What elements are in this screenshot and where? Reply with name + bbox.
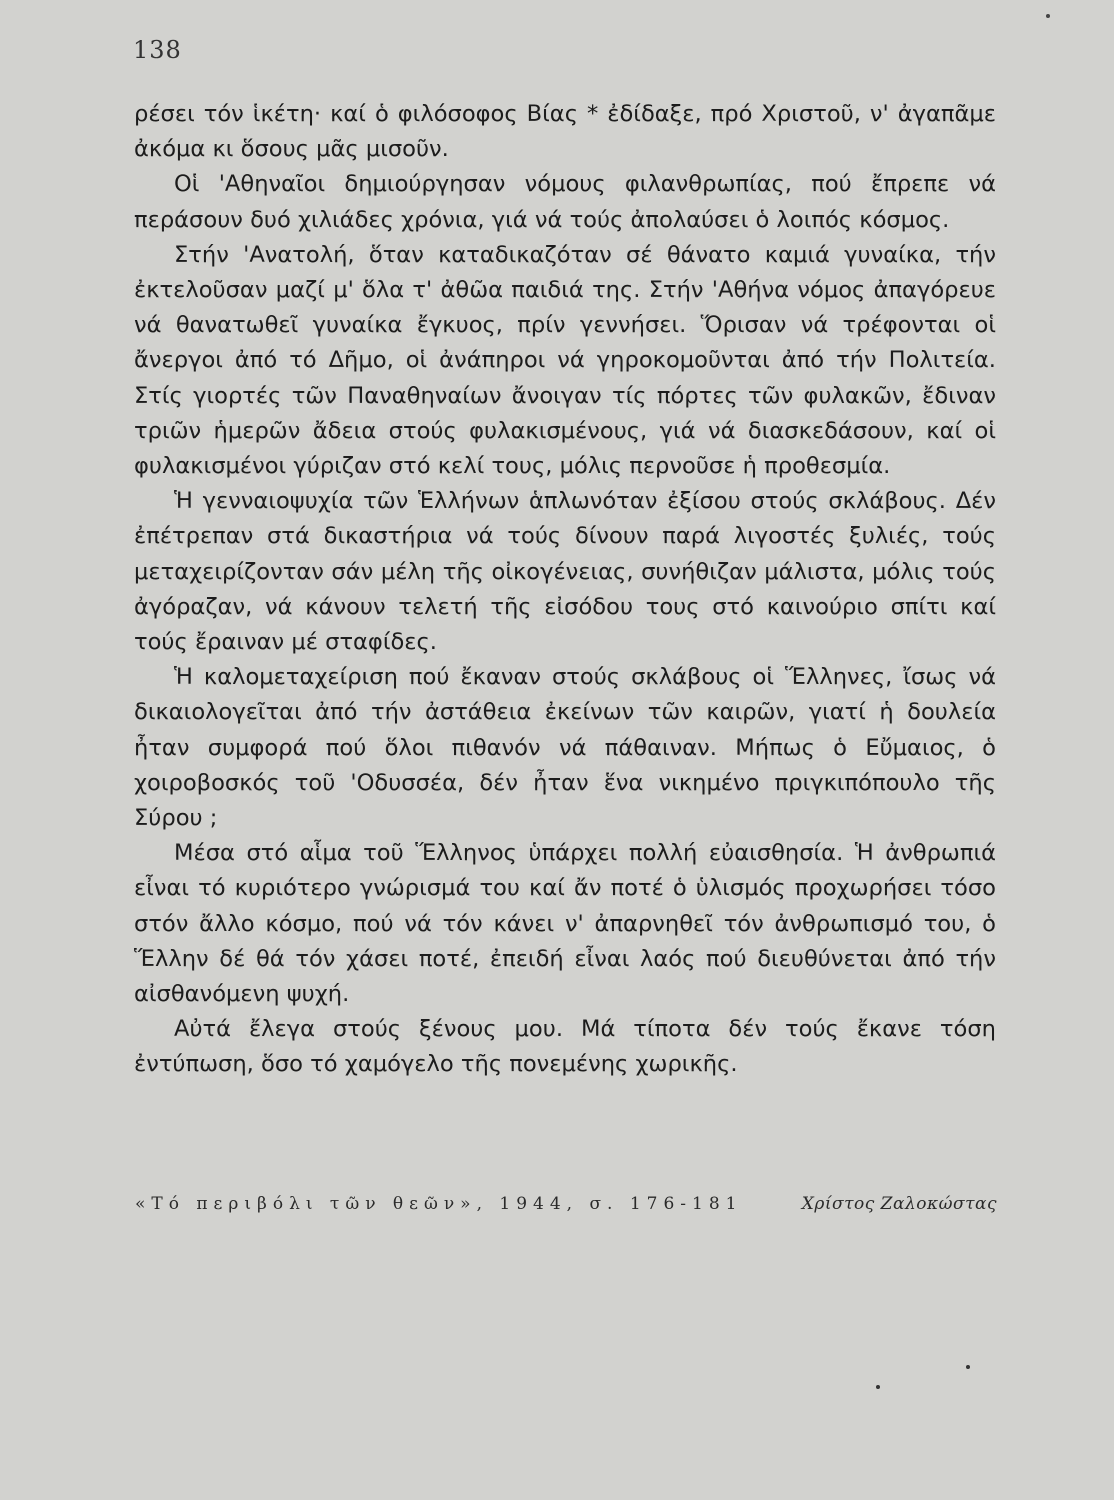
- paragraph-2: Οἱ 'Αθηναῖοι δημιούργησαν νόμους φιλανθρωπίας, πού ἔπρεπε νά περάσουν δυό χιλιάδες χρόνια, γιά νά τούς ἀπολαύσει ὁ λοιπός κόσμος.: [134, 171, 996, 233]
- source-citation: [135, 1194, 997, 1214]
- scan-speck: [876, 1385, 880, 1389]
- paragraph-4: Ἡ γενναιοψυχία τῶν Ἑλλήνων ἁπλωνόταν ἐξίσου στούς σκλάβους. Δέν ἐπέτρεπαν στά δικαστήρια νά τούς δίνουν παρά λιγοστές ξυλιές, τούς μεταχειρίζονταν σάν μέλη τῆς οἰκογένειας, συνήθιζαν μάλιστα, μόλις τούς ἀγόραζαν, νά κάνουν τελετή τῆς εἰσόδου τους στό καινούριο σπίτι καί τούς ἔραιναν μέ σταφίδες.: [134, 488, 996, 656]
- paragraph-1: ρέσει τόν ἱκέτη· καί ὁ φιλόσοφος Βίας * ἐδίδαξε, πρό Χριστοῦ, ν' ἀγαπᾶμε ἀκόμα κι ὅσους μᾶς μισοῦν.: [134, 101, 996, 163]
- main-text: [134, 97, 996, 1083]
- scan-speck: [966, 1365, 970, 1369]
- source-author: Χρίστος Ζαλοκώστας: [801, 1194, 997, 1214]
- paragraph-7: Αὐτά ἔλεγα στούς ξένους μου. Μά τίποτα δέν τούς ἔκανε τόση ἐντύπωση, ὅσο τό χαμόγελο τῆς πονεμένης χωρικῆς.: [134, 1016, 996, 1078]
- paragraph-5: Ἡ καλομεταχείριση πού ἔκαναν στούς σκλάβους οἱ Ἕλληνες, ἴσως νά δικαιολογεῖται ἀπό τήν ἀστάθεια ἐκείνων τῶν καιρῶν, γιατί ἡ δουλεία ἦταν συμφορά πού ὅλοι πιθανόν νά πάθαιναν. Μήπως ὁ Εὔμαιος, ὁ χοιροβοσκός τοῦ 'Οδυσσέα, δέν ἦταν ἕνα νικημένο πριγκιπόπουλο τῆς Σύρου ;: [134, 664, 996, 832]
- scan-speck: [1046, 14, 1050, 18]
- source-reference: «Τό περιβόλι τῶν θεῶν», 1944, σ. 176-181: [135, 1194, 743, 1214]
- paragraph-6: Μέσα στό αἷμα τοῦ Ἕλληνος ὑπάρχει πολλή εὐαισθησία. Ἡ ἀνθρωπιά εἶναι τό κυριότερο γνώρισμά του καί ἄν ποτέ ὁ ὑλισμός προχωρήσει τόσο στόν ἄλλο κόσμο, πού νά τόν κάνει ν' ἀπαρνηθεῖ τόν ἀνθρωπισμό του, ὁ Ἕλλην δέ θά τόν χάσει ποτέ, ἐπειδή εἶναι λαός πού διευθύνεται ἀπό τήν αἰσθανόμενη ψυχή.: [134, 840, 996, 1008]
- paragraph-3: Στήν 'Ανατολή, ὅταν καταδικαζόταν σέ θάνατο καμιά γυναίκα, τήν ἐκτελοῦσαν μαζί μ' ὅλα τ' ἀθῶα παιδιά της. Στήν 'Αθήνα νόμος ἀπαγόρευε νά θανατωθεῖ γυναίκα ἔγκυος, πρίν γεννήσει. Ὅρισαν νά τρέφονται οἱ ἄνεργοι ἀπό τό Δῆμο, οἱ ἀνάπηροι νά γηροκομοῦνται ἀπό τήν Πολιτεία. Στίς γιορτές τῶν Παναθηναίων ἄνοιγαν τίς πόρτες τῶν φυλακῶν, ἔδιναν τριῶν ἡμερῶν ἄδεια στούς φυλακισμένους, γιά νά διασκεδάσουν, καί οἱ φυλακισμένοι γύριζαν στό κελί τους, μόλις περνοῦσε ἡ προθεσμία.: [134, 241, 996, 480]
- page-number: 138: [133, 36, 182, 64]
